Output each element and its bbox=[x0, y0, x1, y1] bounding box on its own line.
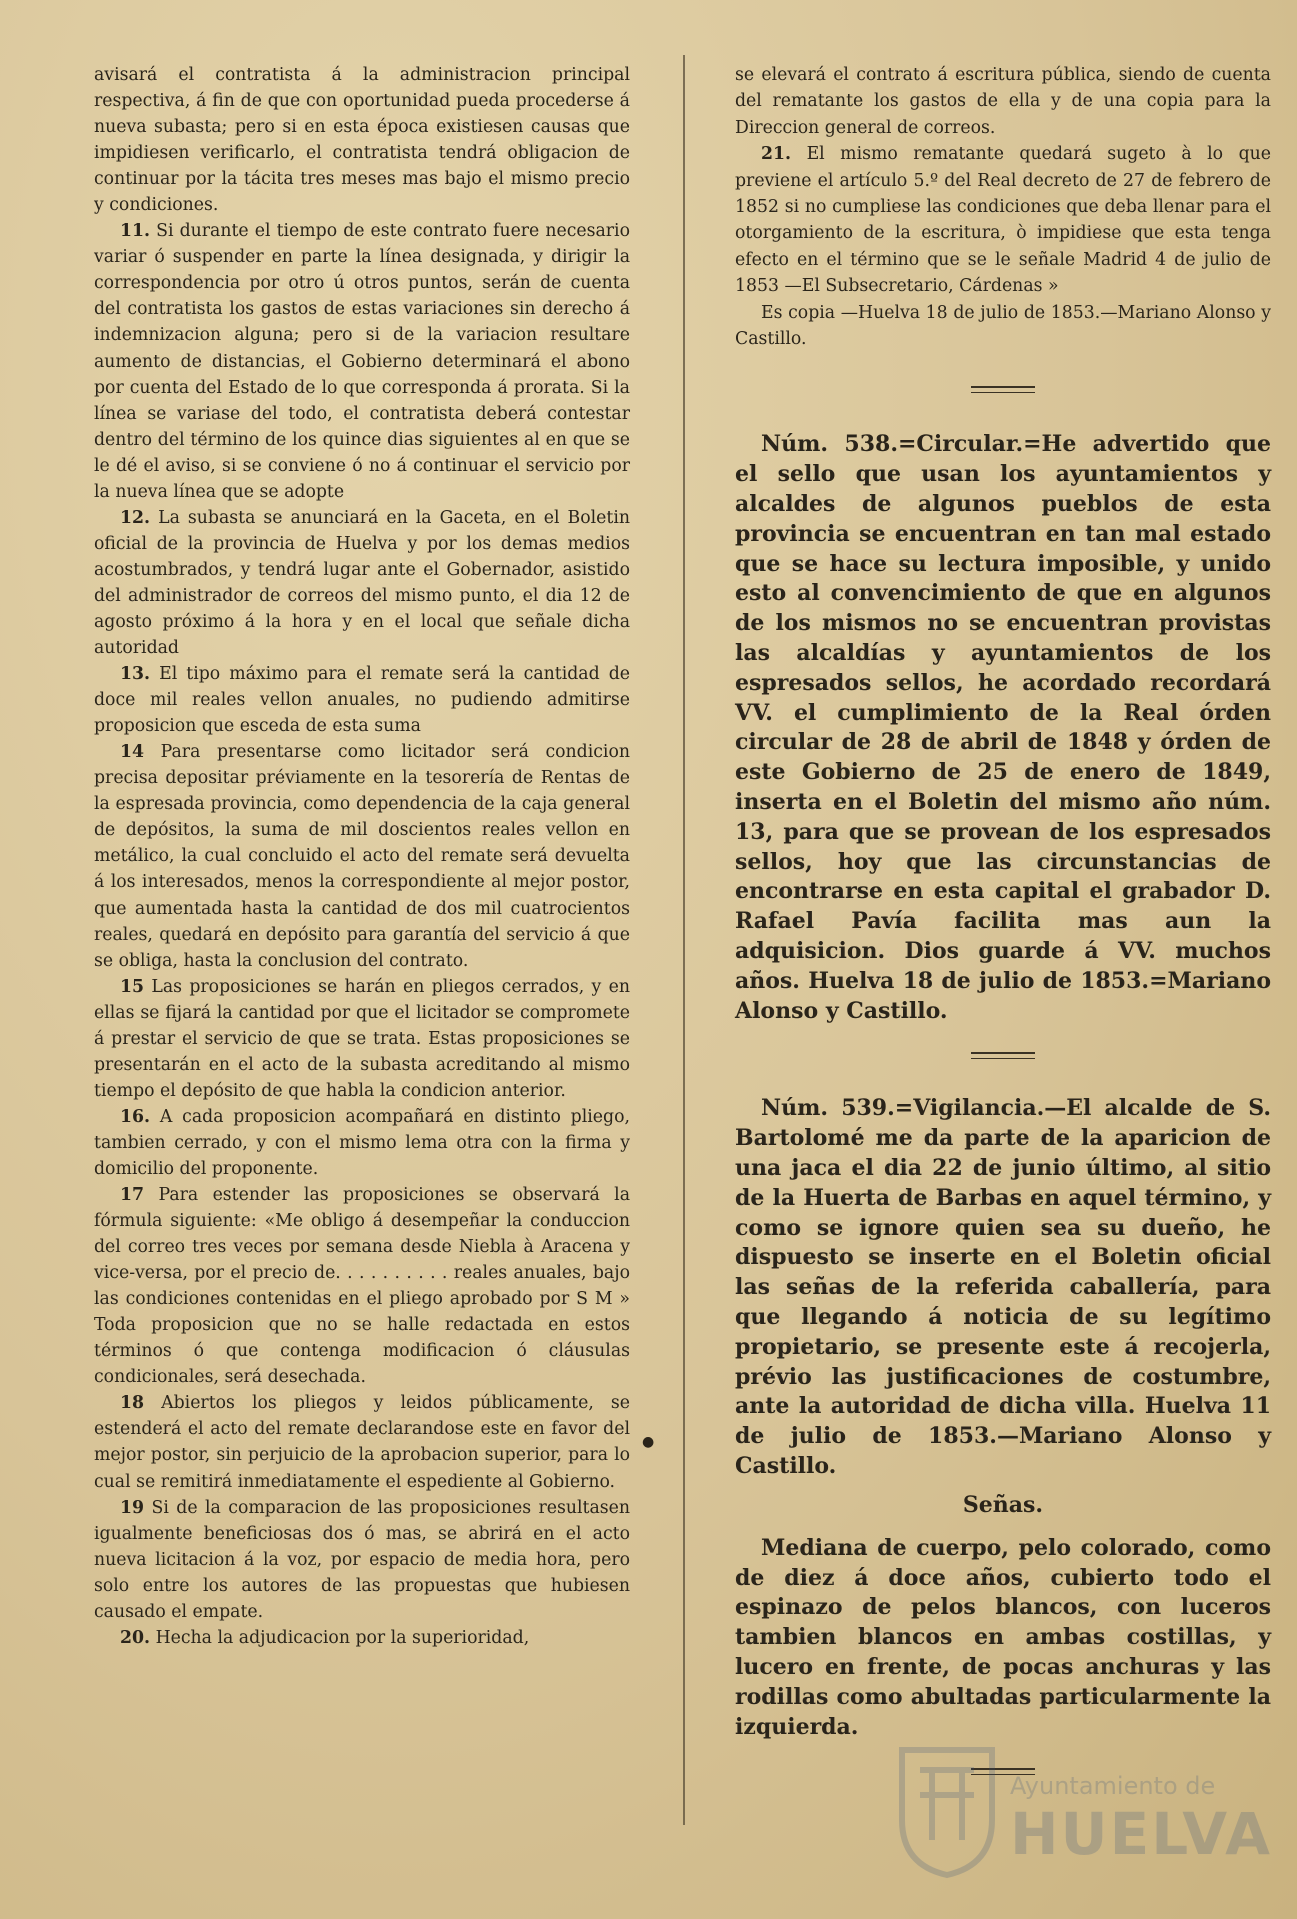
copy-signature: Es copia —Huelva 18 de julio de 1853.—Mariano Alonso y Castillo. bbox=[735, 302, 1271, 350]
clause-20: 20. Hecha la adjudicacion por la superioridad, bbox=[120, 1627, 530, 1648]
left-column bbox=[94, 62, 630, 1651]
paragraph-continuation: avisará el contratista á la administracion principal respectiva, á fin de que con oportunidad pueda procederse á nueva subasta; pero si en esta época existiesen causas que impidiesen verificarlo, el contratista tendrá obligacion de continuar por la tácita tres meses mas bajo el mismo precio y condiciones. bbox=[94, 65, 630, 216]
notice-538: Núm. 538.=Circular.=He advertido que el sello que usan los ayuntamientos y alcaldes de algunos pueblos de esta provincia se encuentran en tan mal estado que se hace su lectura imposible, y unido esto al convencimiento de que en algunos de los mismos no se encuentran provistas las alcaldías y ayuntamientos de los espresados sellos, he acordado recordará VV. el cumplimiento de la Real órden circular de 28 de abril de 1848 y órden de este Gobierno de 25 de enero de 1849, inserta en el Boletin del mismo año núm. 13, para que se provean de los espresados sellos, hoy que las circunstancias de encontrarse en esta capital el grabador D. Rafael Pavía facilita mas aun la adquisicion. Dios guarde á VV. muchos años. Huelva 18 de julio de 1853.=Mariano Alonso y Castillo. bbox=[735, 431, 1271, 1024]
coat-of-arms-icon bbox=[892, 1740, 1002, 1880]
column-divider bbox=[683, 55, 685, 1825]
clause-17: 17 Para estender las proposiciones se observará la fórmula siguiente: «Me obligo á desempeñar la conduccion del correo tres veces por semana desde Niebla à Aracena y vice-versa, por el precio de. . . . . . . . . . reales anuales, bajo las condiciones contenidas en el pliego aprobado por S M » Toda proposicion que no se halle redactada en estos términos ó que contenga modificacion ó cláusulas condicionales, será desechada. bbox=[94, 1185, 631, 1388]
margin-dot: ● bbox=[642, 1434, 655, 1450]
senas-description: Mediana de cuerpo, pelo colorado, como de diez á doce años, cubierto todo el espinazo de pelos blancos, con luceros tambien blancos en ambas costillas, y lucero en frente, de pocas anchuras y las rodillas como abultadas particularmente la izquierda. bbox=[735, 1534, 1271, 1740]
notice-539: Núm. 539.=Vigilancia.—El alcalde de S. Bartolomé me da parte de la aparicion de una jaca el dia 22 de junio último, al sitio de la Huerta de Barbas en aquel término, y como se ignore quien sea su dueño, he dispuesto se inserte en el Boletin oficial las señas de la referida caballería, para que llegando á noticia de su legítimo propietario, se presente este á recojerla, prévio las justificaciones de costumbre, ante la autoridad de dicha villa. Huelva 11 de julio de 1853.—Mariano Alonso y Castillo. bbox=[735, 1095, 1271, 1479]
senas-heading: Señas. bbox=[962, 1491, 1044, 1518]
clause-11: 11. Si durante el tiempo de este contrato fuere necesario variar ó suspender en parte la línea designada, y dirigir la correspondencia por otro ú otros puntos, serán de cuenta del contratista los gastos de estas variaciones sin derecho á indemnizacion alguna; pero si de la variacion resultare aumento de distancias, el Gobierno determinará el abono por cuenta del Estado de lo que corresponda á prorata. Si la línea se variase del todo, el contratista deberá contestar dentro del término de los quince dias siguientes al en que se le dé el aviso, si se conviene ó no á continuar el servicio por la nueva línea que se adopte bbox=[94, 221, 630, 502]
clause-18: 18 Abiertos los pliegos y leidos públicamente, se estenderá el acto del remate declarandose este en favor del mejor postor, sin perjuicio de la aprobacion superior, para lo cual se remitirá inmediatamente el espediente al Gobierno. bbox=[94, 1393, 630, 1492]
right-column bbox=[735, 62, 1271, 1786]
clause-21: 21. El mismo rematante quedará sugeto à lo que previene el artículo 5.º del Real decreto de 27 de febrero de 1852 si no cumpliese las condiciones que deba llenar para el otorgamiento de la escritura, ò impidiese que esta tenga efecto en el término que se le señale Madrid 4 de julio de 1853 —El Subsecretario, Cárdenas » bbox=[735, 144, 1271, 297]
clause-13: 13. El tipo máximo para el remate será la cantidad de doce mil reales vellon anuales, no pudiendo admitirse proposicion que esceda de esta suma bbox=[94, 664, 630, 737]
section-divider bbox=[735, 1040, 1271, 1070]
clause-14: 14 Para presentarse como licitador será condicion precisa depositar préviamente en la tesorería de Rentas de la espresada provincia, como dependencia de la caja general de depósitos, la suma de mil doscientos reales vellon en metálico, la cual concluido el acto del remate será devuelta á los interesados, menos la correspondiente al mejor postor, que aumentada hasta la cantidad de dos mil cuatrocientos reales, quedará en depósito para garantía del servicio á que se obliga, hasta la conclusion del contrato. bbox=[94, 742, 630, 971]
section-divider bbox=[735, 374, 1271, 404]
clause-15: 15 Las proposiciones se harán en pliegos cerrados, y en ellas se fijará la cantidad por que el licitador se compromete á prestar el servicio de que se trata. Estas proposiciones se presentarán en el acto de la subasta acreditando al mismo tiempo el depósito de que habla la condicion anterior. bbox=[94, 976, 630, 1101]
clause-16: 16. A cada proposicion acompañará en distinto pliego, tambien cerrado, y con el mismo lema otra con la firma y domicilio del proponente. bbox=[94, 1106, 630, 1179]
clause-19: 19 Si de la comparacion de las proposiciones resultasen igualmente beneficiosas dos ó mas, se abrirá en el acto nueva licitacion á la voz, por espacio de media hora, pero solo entre los autores de las propuestas que hubiesen causado el empate. bbox=[94, 1497, 630, 1622]
watermark-line1: Ayuntamiento de bbox=[1010, 1772, 1216, 1800]
watermark-stamp bbox=[892, 1740, 1273, 1890]
watermark-line2: HUELVA bbox=[1010, 1800, 1273, 1868]
clause-12: 12. La subasta se anunciará en la Gaceta, en el Boletin oficial de la provincia de Huelva y por los demas medios acostumbrados, y tendrá lugar ante el Gobernador, asistido del administrador de correos del mismo punto, el dia 12 de agosto próximo á la hora y en el local que señale dicha autoridad bbox=[94, 507, 630, 659]
paragraph-continuation-right: se elevará el contrato á escritura pública, siendo de cuenta del rematante los gastos de ella y de una copia para la Direccion general de correos. bbox=[735, 65, 1271, 138]
